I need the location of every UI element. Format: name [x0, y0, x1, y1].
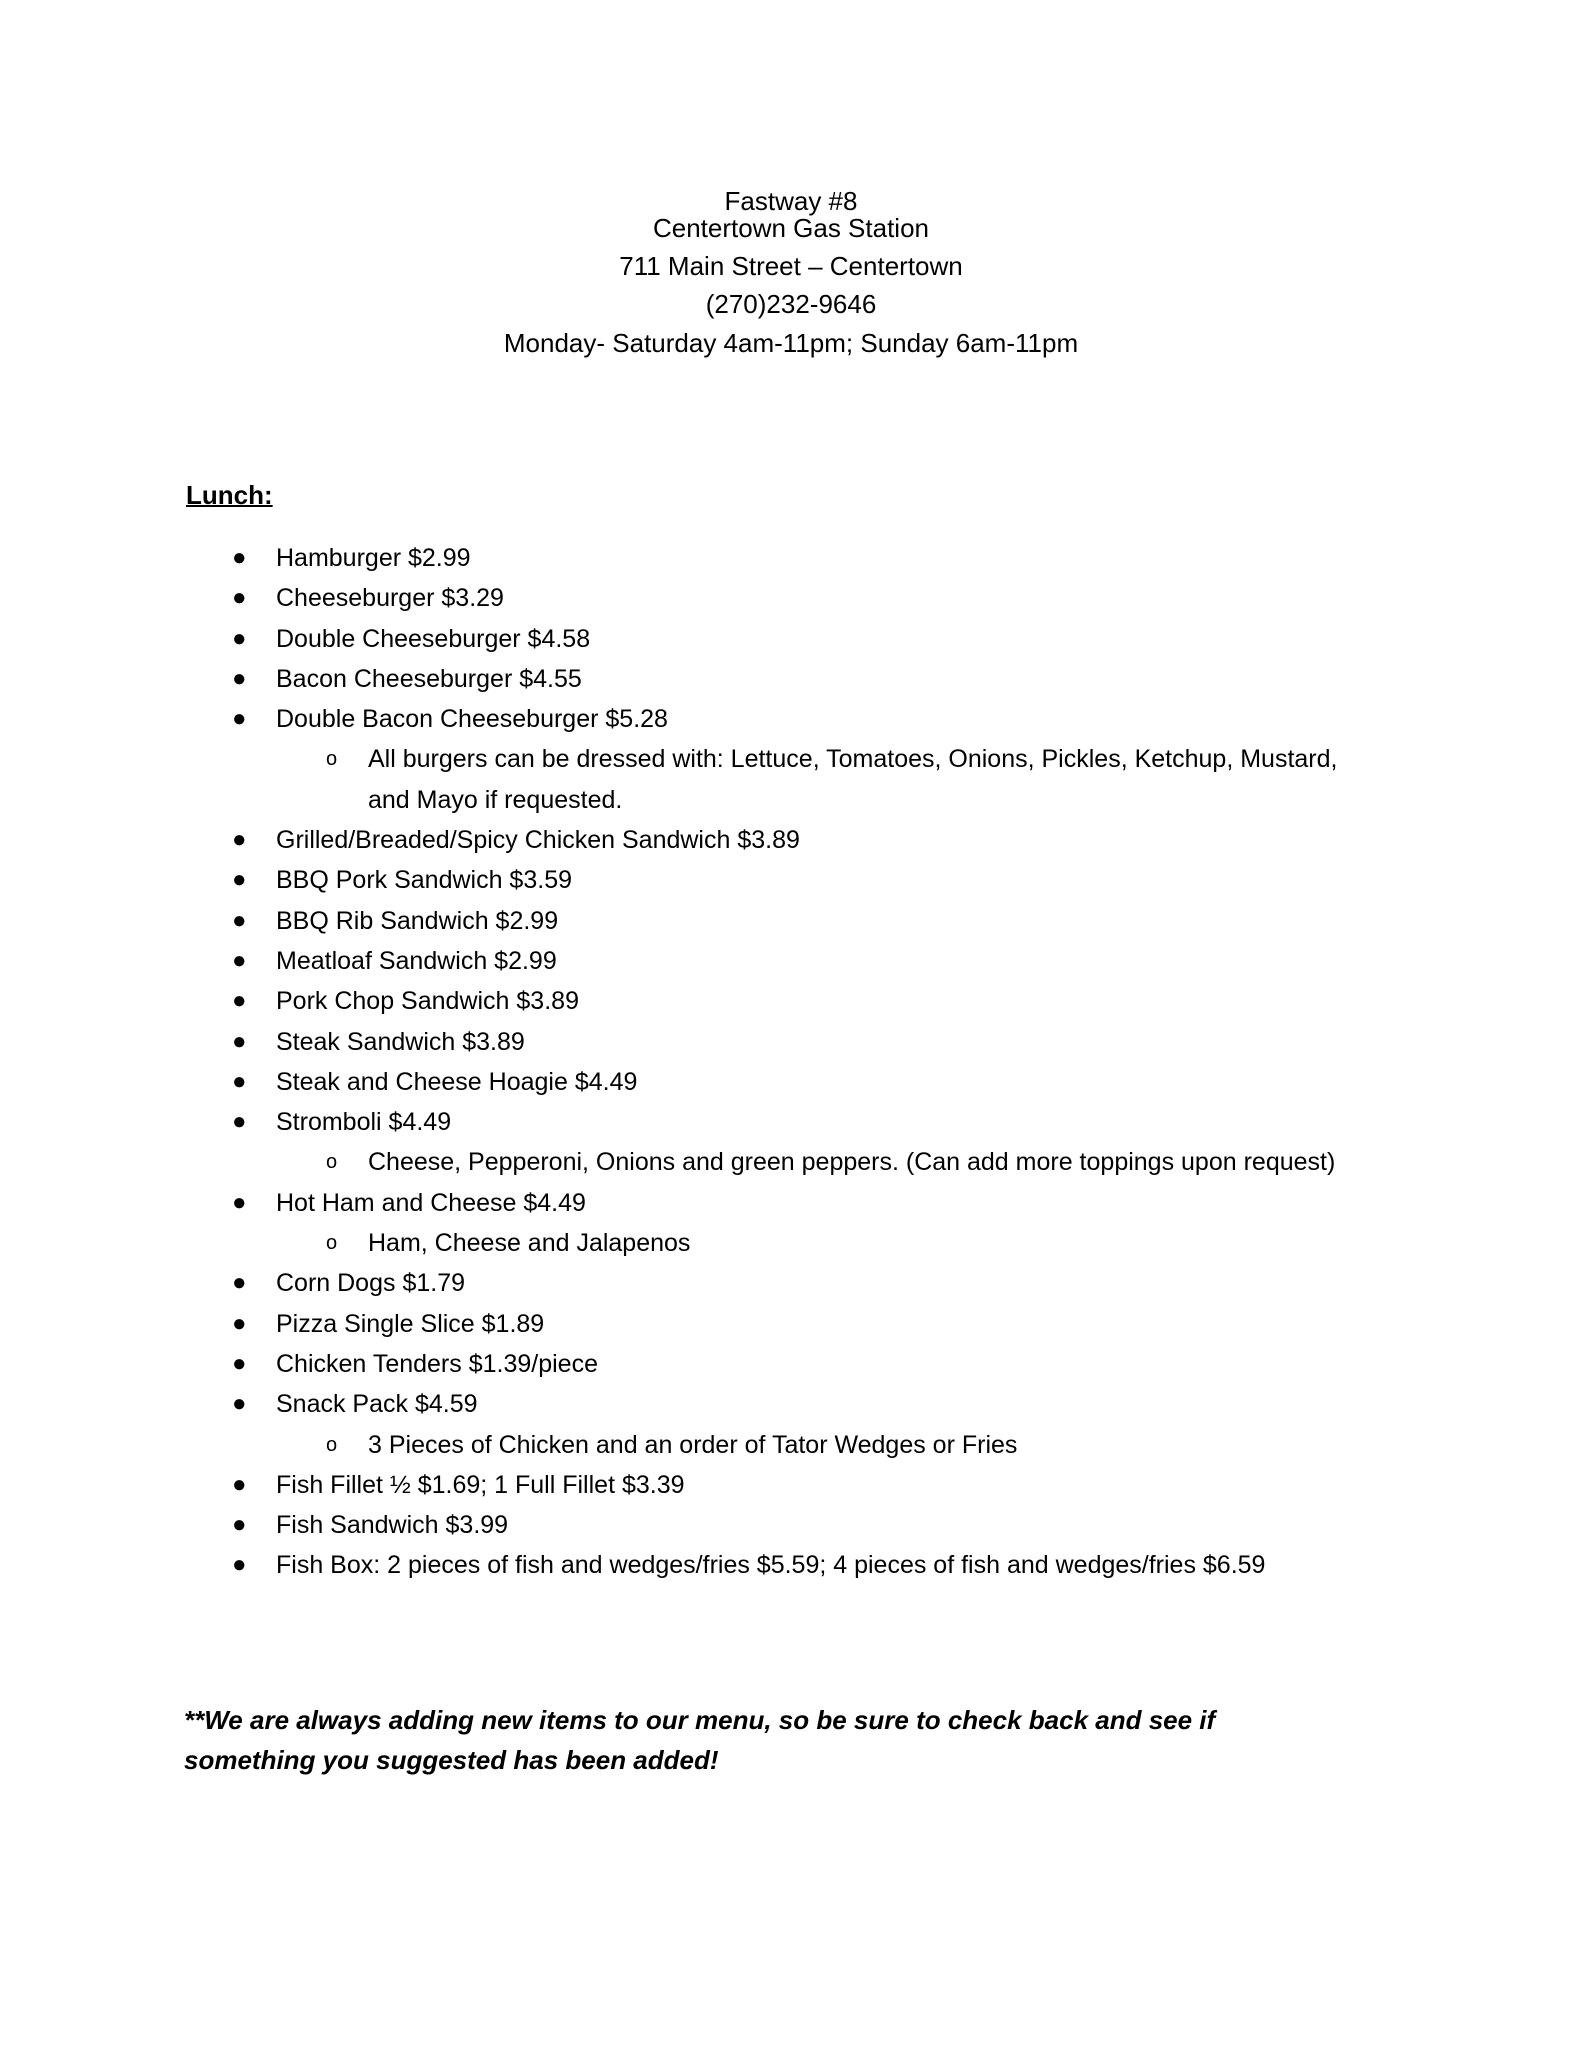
menu-item	[0, 1062, 1582, 1102]
menu-item-note	[0, 739, 1348, 820]
menu-item-note	[0, 1142, 1348, 1182]
bullet-icon: ●	[232, 866, 247, 894]
menu-item	[0, 1183, 1582, 1223]
bullet-icon: ●	[232, 1390, 247, 1418]
menu-item-text: Hamburger $2.99	[276, 544, 471, 572]
bullet-icon: ●	[232, 946, 247, 974]
footnote: **We are always adding new items to our menu, so be sure to check back and see if something you suggested has been added!	[184, 1705, 1216, 1775]
menu-item-note-text: Ham, Cheese and Jalapenos	[368, 1229, 691, 1258]
bullet-icon: ●	[232, 1108, 247, 1136]
menu-item-text: Steak Sandwich $3.89	[276, 1027, 525, 1056]
menu-item	[0, 699, 1582, 739]
menu-item-text: Fish Sandwich $3.99	[276, 1511, 509, 1540]
menu-item	[0, 619, 1582, 659]
menu-item	[0, 860, 1582, 900]
menu-item-text: Snack Pack $4.59	[276, 1390, 478, 1419]
bullet-icon: ●	[232, 987, 247, 1015]
menu-item-text: Double Cheeseburger $4.58	[276, 624, 591, 653]
menu-item-note-text: All burgers can be dressed with: Lettuce, Tomatoes, Onions, Pickles, Ketchup, Mustard, and Mayo if requested.	[368, 745, 1338, 814]
bullet-icon: ●	[232, 664, 247, 692]
menu-item-text: Meatloaf Sandwich $2.99	[276, 946, 557, 975]
bullet-icon: ●	[232, 1551, 247, 1579]
menu-item	[0, 941, 1582, 981]
menu-item-text: Stromboli $4.49	[276, 1108, 452, 1137]
menu-item-text: Chicken Tenders $1.39/piece	[276, 1349, 598, 1378]
menu-item-text: BBQ Rib Sandwich $2.99	[276, 906, 559, 935]
store-address: 711 Main Street – Centertown	[619, 251, 963, 281]
menu-item	[0, 1344, 1582, 1384]
bullet-icon: ●	[232, 705, 247, 733]
menu-item	[0, 820, 1582, 860]
sub-bullet-icon: o	[326, 1433, 338, 1456]
bullet-icon: ●	[232, 1067, 247, 1095]
store-number: Fastway #8	[724, 186, 858, 216]
menu-item-text: Pork Chop Sandwich $3.89	[276, 987, 579, 1016]
menu-item-text: Grilled/Breaded/Spicy Chicken Sandwich $3.89	[276, 826, 800, 855]
menu-item	[0, 901, 1582, 941]
bullet-icon: ●	[232, 584, 247, 612]
menu-item	[0, 1384, 1582, 1424]
menu-item	[0, 1102, 1582, 1142]
bullet-icon: ●	[232, 624, 247, 652]
menu-item	[0, 1505, 1582, 1545]
bullet-icon: ●	[232, 1511, 247, 1539]
menu-item	[0, 981, 1582, 1021]
menu-item	[0, 1022, 1582, 1062]
store-phone: (270)232-9646	[705, 289, 877, 319]
menu-item-text: Cheeseburger $3.29	[276, 584, 504, 613]
bullet-icon: ●	[232, 1470, 247, 1498]
menu-item-text: Hot Ham and Cheese $4.49	[276, 1188, 586, 1217]
menu-item-text: Corn Dogs $1.79	[276, 1269, 466, 1298]
lunch-menu-list	[0, 538, 1582, 1586]
menu-item-text: BBQ Pork Sandwich $3.59	[276, 866, 572, 895]
menu-item	[0, 538, 1582, 578]
bullet-icon: ●	[232, 906, 247, 934]
sub-bullet-icon: o	[326, 1232, 338, 1255]
bullet-icon: ●	[232, 1027, 247, 1055]
menu-item	[0, 1304, 1582, 1344]
menu-item	[0, 1263, 1582, 1303]
sub-bullet-icon: o	[326, 1151, 338, 1174]
bullet-icon: ●	[232, 1188, 247, 1216]
menu-item-text: Bacon Cheeseburger $4.55	[276, 664, 582, 693]
bullet-icon: ●	[232, 1309, 247, 1337]
store-name: Centertown Gas Station	[652, 213, 930, 243]
menu-item	[0, 659, 1582, 699]
store-hours: Monday- Saturday 4am-11pm; Sunday 6am-11pm	[503, 328, 1079, 358]
section-title-lunch: Lunch:	[186, 480, 273, 510]
bullet-icon: ●	[232, 1269, 247, 1297]
menu-item-text: Steak and Cheese Hoagie $4.49	[276, 1067, 638, 1096]
menu-item	[0, 578, 1582, 618]
menu-item-text: Fish Box: 2 pieces of fish and wedges/fries $5.59; 4 pieces of fish and wedges/fries $6.59	[276, 1551, 1266, 1580]
bullet-icon: ●	[232, 544, 247, 571]
menu-item-note	[0, 1223, 1348, 1263]
menu-item-note	[0, 1425, 1348, 1465]
menu-item-note-text: 3 Pieces of Chicken and an order of Tator Wedges or Fries	[368, 1430, 1018, 1459]
bullet-icon: ●	[232, 1349, 247, 1377]
menu-item-text: Fish Fillet ½ $1.69; 1 Full Fillet $3.39	[276, 1470, 685, 1499]
bullet-icon: ●	[232, 826, 247, 854]
menu-item	[0, 1465, 1582, 1505]
menu-item-text: Double Bacon Cheeseburger $5.28	[276, 705, 668, 734]
menu-item	[0, 1545, 1582, 1585]
sub-bullet-icon: o	[326, 748, 338, 771]
menu-item-note-text: Cheese, Pepperoni, Onions and green peppers. (Can add more toppings upon request)	[368, 1148, 1336, 1177]
menu-item-text: Pizza Single Slice $1.89	[276, 1309, 545, 1338]
